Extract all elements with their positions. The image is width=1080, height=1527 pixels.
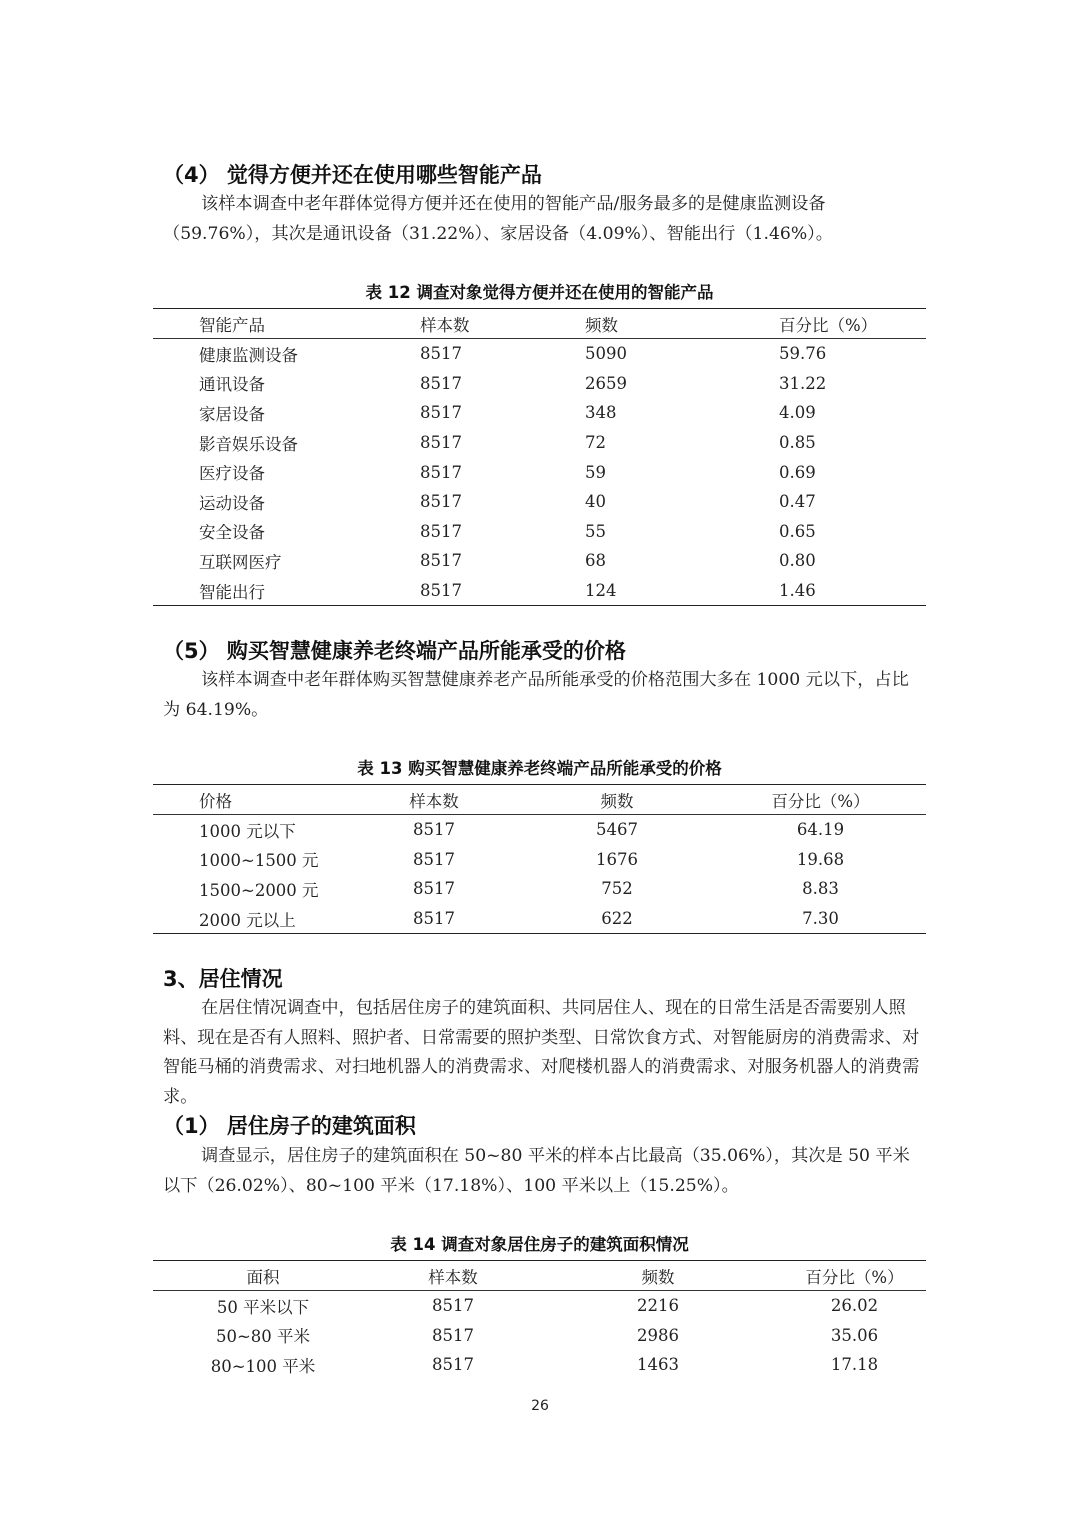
table-cell: 17.18 [830, 1355, 879, 1375]
table-cell: 7.30 [715, 904, 926, 934]
table-cell: 8517 [420, 344, 462, 364]
table-cell: 8517 [420, 551, 462, 571]
table-cell: 影音娱乐设备 [199, 434, 298, 454]
table-13 [153, 784, 926, 934]
table-row [153, 874, 926, 904]
table-cell: 31.22 [779, 373, 827, 393]
table-row [153, 487, 926, 517]
table-row [153, 428, 926, 458]
table-cell: 1000 元以下 [199, 821, 296, 841]
table-cell: 8517 [420, 373, 462, 393]
table-cell: 59.76 [779, 344, 827, 364]
paragraph-text: 该样本调查中老年群体觉得方便并还在使用的智能产品/服务最多的是健康监测设备（59.76%），其次是通讯设备（31.22%）、家居设备（4.09%）、智能出行（1.46%）。 [163, 194, 833, 244]
table-cell: 8517 [413, 879, 455, 899]
table-cell: 622 [519, 904, 715, 934]
table-cell: 2659 [585, 373, 627, 393]
table-cell: 80~100 平米 [210, 1356, 316, 1376]
section-heading-4: （4） 觉得方便并还在使用哪些智能产品 [163, 163, 542, 187]
table-cell: 0.69 [779, 462, 816, 482]
table-cell: 64.19 [796, 820, 845, 840]
table-cell: 59 [585, 462, 606, 482]
table-cell: 医疗设备 [199, 464, 265, 484]
table-cell: 8517 [420, 576, 585, 606]
table-row [153, 457, 926, 487]
table-cell: 1463 [637, 1355, 679, 1375]
table-cell: 8517 [413, 849, 455, 869]
paragraph-text: 该样本调查中老年群体购买智慧健康养老产品所能承受的价格范围大多在 1000 元以下，占比为 64.19%。 [163, 670, 909, 720]
table-cell: 8517 [413, 820, 455, 840]
table-cell: 8517 [349, 904, 519, 934]
table-cell: 68 [585, 551, 606, 571]
section-heading-3: 3、居住情况 [163, 967, 283, 991]
table-header-row [153, 1261, 926, 1291]
table-header-cell: 频数 [533, 1261, 783, 1291]
table-header-cell: 百分比（%） [779, 309, 926, 339]
table-cell: 健康监测设备 [199, 345, 298, 365]
section-paragraph-5 [163, 666, 923, 725]
table-cell: 55 [585, 521, 606, 541]
table-header-row [153, 309, 926, 339]
table-cell: 50~80 平米 [215, 1327, 311, 1347]
table-12 [153, 308, 926, 606]
table-cell: 8517 [432, 1355, 474, 1375]
section-paragraph-4 [163, 190, 923, 249]
table-row [153, 815, 926, 845]
section-paragraph-3-1 [163, 1142, 923, 1201]
section-heading-5: （5） 购买智慧健康养老终端产品所能承受的价格 [163, 639, 626, 663]
table-cell: 72 [585, 433, 606, 453]
table-cell: 35.06 [830, 1325, 879, 1345]
table-row [153, 339, 926, 369]
table-cell: 0.80 [779, 551, 816, 571]
table-cell: 752 [601, 879, 633, 899]
table-cell: 智能出行 [153, 576, 420, 606]
paragraph-text: 调查显示，居住房子的建筑面积在 50~80 平米的样本占比最高（35.06%），其次是 50 平米以下（26.02%）、80~100 平米（17.18%）、100 平米以上（15.25%）。 [163, 1146, 910, 1196]
table-cell: 8517 [432, 1325, 474, 1345]
table-cell: 8517 [420, 433, 462, 453]
table-row [153, 1291, 926, 1321]
table-row [153, 398, 926, 428]
table-13-caption: 表 13 购买智慧健康养老终端产品所能承受的价格 [357, 759, 722, 778]
table-cell: 0.85 [779, 433, 816, 453]
table-cell: 0.47 [779, 492, 816, 512]
table-row [153, 904, 926, 934]
table-14-caption: 表 14 调查对象居住房子的建筑面积情况 [390, 1235, 689, 1254]
table-cell: 1500~2000 元 [199, 880, 319, 900]
table-row [153, 369, 926, 399]
table-cell: 5467 [596, 820, 638, 840]
table-row [153, 1321, 926, 1351]
table-cell: 1000~1500 元 [199, 851, 319, 871]
table-header-row [153, 785, 926, 815]
section-paragraph-3 [163, 994, 923, 1112]
table-cell: 1.46 [779, 576, 926, 606]
table-cell: 通讯设备 [199, 375, 265, 395]
table-cell: 2986 [637, 1325, 679, 1345]
table-cell: 家居设备 [199, 404, 265, 424]
table-row [153, 576, 926, 606]
table-row [153, 517, 926, 547]
section-heading-3-1: （1） 居住房子的建筑面积 [163, 1114, 416, 1138]
page-number: 26 [531, 1398, 549, 1414]
table-row [153, 845, 926, 875]
table-14 [153, 1260, 926, 1380]
table-cell: 124 [585, 576, 779, 606]
table-header-cell: 面积 [153, 1261, 373, 1291]
table-cell: 8.83 [802, 879, 839, 899]
table-header-cell: 样本数 [420, 309, 585, 339]
table-cell: 8517 [420, 403, 462, 423]
table-cell: 8517 [432, 1296, 474, 1316]
table-12-caption: 表 12 调查对象觉得方便并还在使用的智能产品 [365, 283, 714, 302]
table-cell: 8517 [420, 521, 462, 541]
table-cell: 50 平米以下 [216, 1297, 310, 1317]
table-header-cell: 百分比（%） [715, 785, 926, 815]
table-cell: 4.09 [779, 403, 816, 423]
table-header-cell: 频数 [585, 309, 779, 339]
table-header-cell: 智能产品 [153, 309, 420, 339]
table-header-cell: 样本数 [349, 785, 519, 815]
table-cell: 26.02 [830, 1296, 879, 1316]
table-cell: 348 [585, 403, 617, 423]
table-cell: 40 [585, 492, 606, 512]
table-header-cell: 价格 [153, 785, 349, 815]
table-cell: 互联网医疗 [199, 552, 282, 572]
table-cell: 8517 [420, 492, 462, 512]
table-cell: 0.65 [779, 521, 816, 541]
table-header-cell: 样本数 [373, 1261, 533, 1291]
table-header-cell: 频数 [519, 785, 715, 815]
table-row [153, 546, 926, 576]
table-cell: 运动设备 [199, 493, 265, 513]
table-cell: 5090 [585, 344, 627, 364]
table-cell: 2216 [637, 1296, 679, 1316]
paragraph-text: 在居住情况调查中，包括居住房子的建筑面积、共同居住人、现在的日常生活是否需要别人照料、现在是否有人照料、照护者、日常需要的照护类型、日常饮食方式、对智能厨房的消费需求、对智能马桶的消费需求、对扫地机器人的消费需求、对爬楼机器人的消费需求、对服务机器人的消费需求。 [163, 998, 920, 1107]
table-cell: 19.68 [796, 849, 845, 869]
table-row [153, 1350, 926, 1380]
table-cell: 1676 [596, 849, 638, 869]
table-cell: 安全设备 [199, 523, 265, 543]
table-header-cell: 百分比（%） [783, 1261, 926, 1291]
table-cell: 8517 [420, 462, 462, 482]
table-cell: 2000 元以上 [153, 904, 349, 934]
